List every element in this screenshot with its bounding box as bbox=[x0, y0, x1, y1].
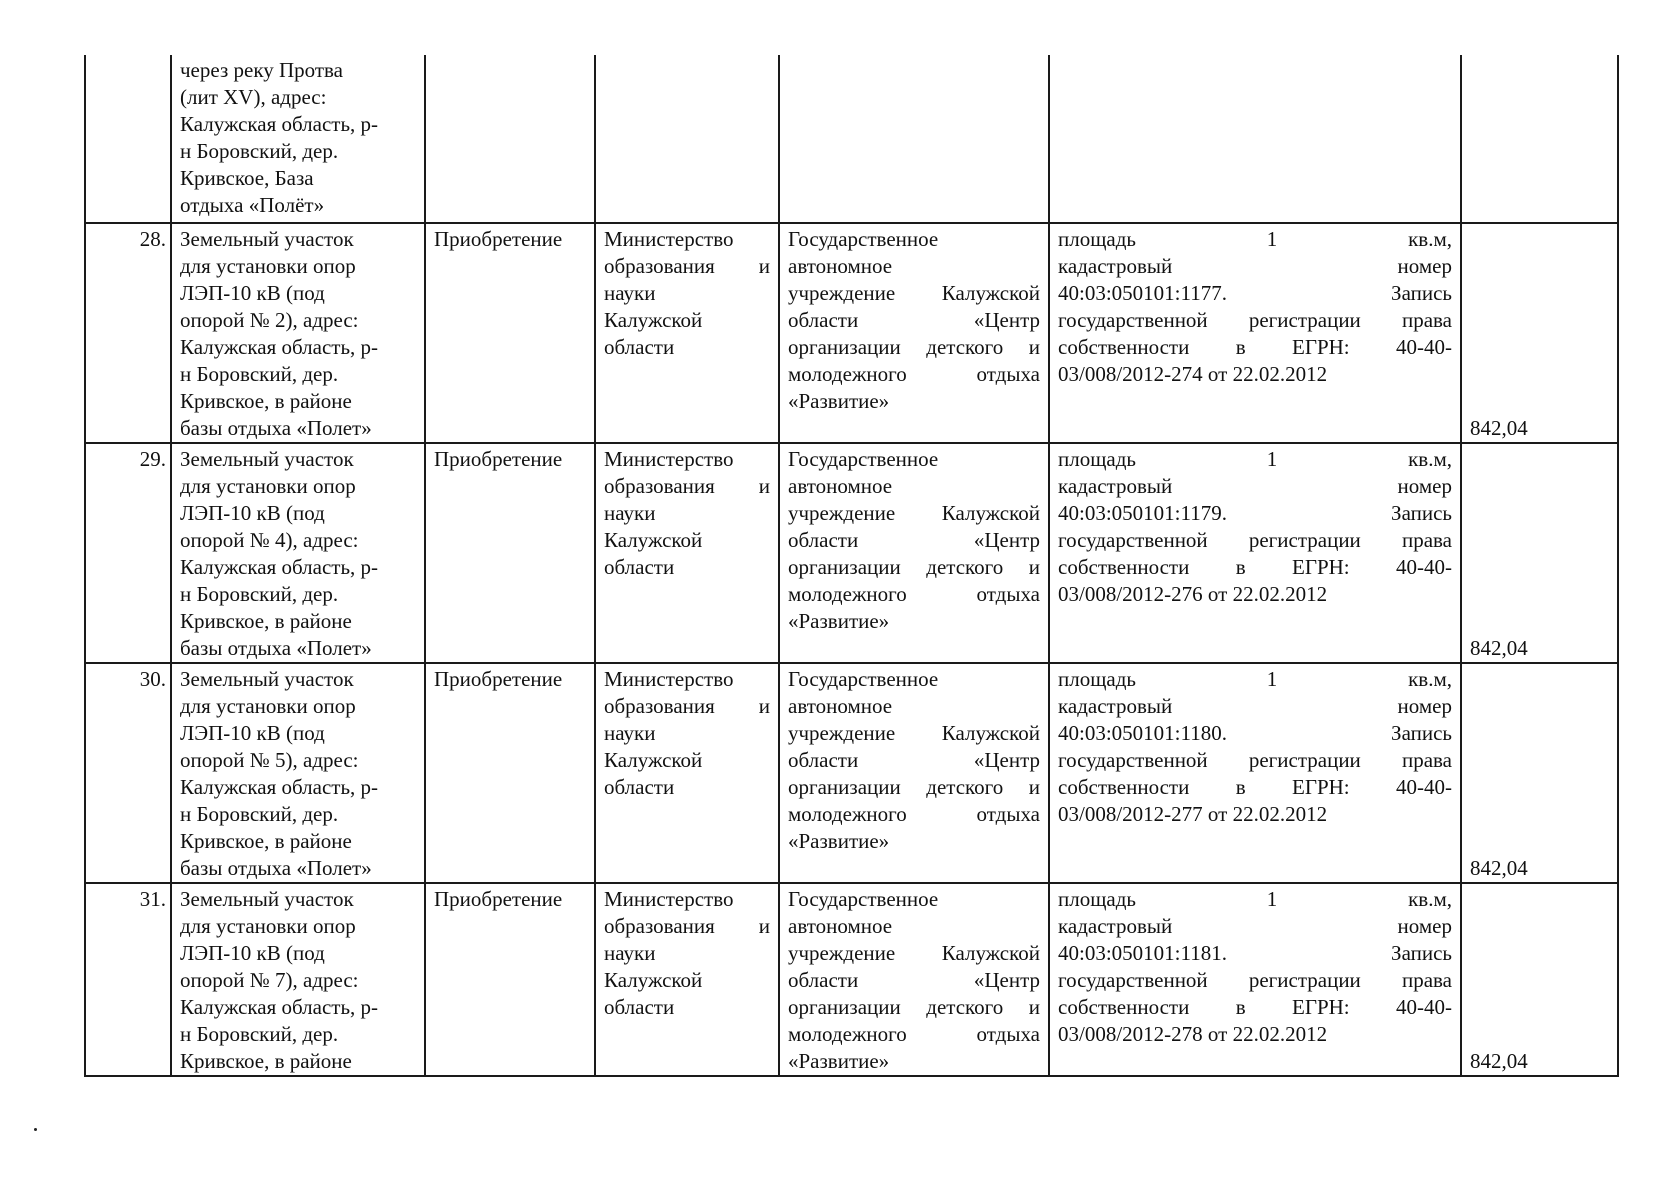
text-line: молодежного отдыха bbox=[788, 362, 1040, 386]
text-line: Калужская область, р- bbox=[180, 335, 379, 359]
text-line: собственности в ЕГРН: 40-40- bbox=[1058, 775, 1452, 799]
text-line: через реку Протва bbox=[180, 58, 344, 82]
text-line: Калужская область, р- bbox=[180, 775, 379, 799]
text-line: автономное bbox=[788, 694, 893, 718]
transferor-cell bbox=[595, 663, 779, 883]
text-line: Министерство bbox=[604, 667, 734, 691]
text-line: опорой № 5), адрес: bbox=[180, 748, 359, 772]
text-line: области bbox=[604, 775, 675, 799]
object-cell bbox=[171, 663, 425, 883]
price-cell: 842,04 bbox=[1461, 663, 1618, 883]
text-line: организации детского и bbox=[788, 995, 1040, 1019]
property-transfer-table bbox=[84, 55, 1619, 1077]
text-line: области bbox=[604, 335, 675, 359]
text-line: Министерство bbox=[604, 887, 734, 911]
text-line: области «Центр bbox=[788, 748, 1040, 772]
text-line: н Боровский, дер. bbox=[180, 582, 339, 606]
text-line: Государственное bbox=[788, 887, 939, 911]
text-line: организации детского и bbox=[788, 775, 1040, 799]
text-line: Калужской bbox=[604, 308, 703, 332]
text-line: Калужской bbox=[604, 528, 703, 552]
text-line: науки bbox=[604, 721, 656, 745]
object-cell bbox=[171, 55, 425, 223]
text-line: площадь 1 кв.м, bbox=[1058, 667, 1452, 691]
text-line: Кривское, База bbox=[180, 166, 314, 190]
text-line: ЛЭП-10 кВ (под bbox=[180, 941, 325, 965]
text-line: Земельный участок bbox=[180, 447, 354, 471]
text-line: учреждение Калужской bbox=[788, 501, 1040, 525]
price-cell bbox=[1461, 55, 1618, 223]
table-row-continuation bbox=[85, 55, 1618, 223]
text-line: государственной регистрации права bbox=[1058, 748, 1452, 772]
text-line: кадастровый номер bbox=[1058, 694, 1452, 718]
row-number-cell: 28. bbox=[85, 223, 171, 443]
recipient-cell bbox=[779, 55, 1049, 223]
text-line: Калужская область, р- bbox=[180, 112, 379, 136]
text-line: площадь 1 кв.м, bbox=[1058, 447, 1452, 471]
text-line: науки bbox=[604, 941, 656, 965]
text-line: государственной регистрации права bbox=[1058, 968, 1452, 992]
text-line: н Боровский, дер. bbox=[180, 802, 339, 826]
text-line: для установки опор bbox=[180, 914, 356, 938]
text-line: 40:03:050101:1180. Запись bbox=[1058, 721, 1452, 745]
text-line: н Боровский, дер. bbox=[180, 139, 339, 163]
text-line: Земельный участок bbox=[180, 667, 354, 691]
text-line: области «Центр bbox=[788, 308, 1040, 332]
action-cell: Приобретение bbox=[425, 223, 595, 443]
text-line: собственности в ЕГРН: 40-40- bbox=[1058, 335, 1452, 359]
text-line: Кривское, в районе bbox=[180, 389, 352, 413]
text-line: автономное bbox=[788, 254, 893, 278]
text-line: области «Центр bbox=[788, 968, 1040, 992]
text-line: кадастровый номер bbox=[1058, 254, 1452, 278]
transferor-cell bbox=[595, 443, 779, 663]
object-cell bbox=[171, 443, 425, 663]
text-line: учреждение Калужской bbox=[788, 941, 1040, 965]
text-line: базы отдыха «Полет» bbox=[180, 856, 372, 880]
text-line: базы отдыха «Полет» bbox=[180, 416, 372, 440]
text-line: отдыха «Полёт» bbox=[180, 193, 325, 217]
text-line: Министерство bbox=[604, 227, 734, 251]
recipient-cell bbox=[779, 663, 1049, 883]
page-mark bbox=[34, 1128, 37, 1131]
text-line: Калужская область, р- bbox=[180, 555, 379, 579]
action-cell: Приобретение bbox=[425, 883, 595, 1076]
text-line: Земельный участок bbox=[180, 227, 354, 251]
text-line: 03/008/2012-274 от 22.02.2012 bbox=[1058, 362, 1328, 386]
action-cell: Приобретение bbox=[425, 663, 595, 883]
text-line: науки bbox=[604, 501, 656, 525]
text-line: 03/008/2012-277 от 22.02.2012 bbox=[1058, 802, 1328, 826]
text-line: молодежного отдыха bbox=[788, 1022, 1040, 1046]
table-row bbox=[85, 223, 1618, 443]
text-line: автономное bbox=[788, 914, 893, 938]
text-line: Калужской bbox=[604, 748, 703, 772]
action-cell bbox=[425, 55, 595, 223]
text-line: ЛЭП-10 кВ (под bbox=[180, 721, 325, 745]
text-line: 40:03:050101:1179. Запись bbox=[1058, 501, 1452, 525]
text-line: образования и bbox=[604, 254, 770, 278]
text-line: для установки опор bbox=[180, 474, 356, 498]
text-line: области «Центр bbox=[788, 528, 1040, 552]
details-cell bbox=[1049, 55, 1461, 223]
text-line: «Развитие» bbox=[788, 1049, 890, 1073]
action-cell: Приобретение bbox=[425, 443, 595, 663]
text-line: площадь 1 кв.м, bbox=[1058, 227, 1452, 251]
text-line: н Боровский, дер. bbox=[180, 362, 339, 386]
text-line: собственности в ЕГРН: 40-40- bbox=[1058, 995, 1452, 1019]
text-line: Министерство bbox=[604, 447, 734, 471]
text-line: для установки опор bbox=[180, 694, 356, 718]
text-line: Калужской bbox=[604, 968, 703, 992]
text-line: учреждение Калужской bbox=[788, 721, 1040, 745]
row-number-cell: 30. bbox=[85, 663, 171, 883]
details-cell bbox=[1049, 663, 1461, 883]
text-line: государственной регистрации права bbox=[1058, 308, 1452, 332]
text-line: для установки опор bbox=[180, 254, 356, 278]
text-line: ЛЭП-10 кВ (под bbox=[180, 281, 325, 305]
row-number-cell bbox=[85, 55, 171, 223]
text-line: области bbox=[604, 555, 675, 579]
text-line: н Боровский, дер. bbox=[180, 1022, 339, 1046]
text-line: 03/008/2012-276 от 22.02.2012 bbox=[1058, 582, 1328, 606]
text-line: собственности в ЕГРН: 40-40- bbox=[1058, 555, 1452, 579]
text-line: автономное bbox=[788, 474, 893, 498]
transferor-cell bbox=[595, 55, 779, 223]
text-line: Государственное bbox=[788, 447, 939, 471]
text-line: организации детского и bbox=[788, 335, 1040, 359]
text-line: Государственное bbox=[788, 667, 939, 691]
text-line: кадастровый номер bbox=[1058, 474, 1452, 498]
text-line: «Развитие» bbox=[788, 389, 890, 413]
text-line: Кривское, в районе bbox=[180, 1049, 352, 1073]
text-line: образования и bbox=[604, 914, 770, 938]
price-cell: 842,04 bbox=[1461, 443, 1618, 663]
text-line: кадастровый номер bbox=[1058, 914, 1452, 938]
recipient-cell bbox=[779, 443, 1049, 663]
table-row bbox=[85, 443, 1618, 663]
text-line: Калужская область, р- bbox=[180, 995, 379, 1019]
details-cell bbox=[1049, 223, 1461, 443]
details-cell bbox=[1049, 443, 1461, 663]
text-line: Государственное bbox=[788, 227, 939, 251]
row-number-cell: 31. bbox=[85, 883, 171, 1076]
text-line: образования и bbox=[604, 474, 770, 498]
text-line: опорой № 4), адрес: bbox=[180, 528, 359, 552]
text-line: площадь 1 кв.м, bbox=[1058, 887, 1452, 911]
price-cell: 842,04 bbox=[1461, 883, 1618, 1076]
recipient-cell bbox=[779, 223, 1049, 443]
text-line: 40:03:050101:1177. Запись bbox=[1058, 281, 1452, 305]
text-line: базы отдыха «Полет» bbox=[180, 636, 372, 660]
transferor-cell bbox=[595, 883, 779, 1076]
text-line: государственной регистрации права bbox=[1058, 528, 1452, 552]
text-line: Кривское, в районе bbox=[180, 609, 352, 633]
text-line: (лит XV), адрес: bbox=[180, 85, 327, 109]
object-cell bbox=[171, 223, 425, 443]
recipient-cell bbox=[779, 883, 1049, 1076]
details-cell bbox=[1049, 883, 1461, 1076]
text-line: 03/008/2012-278 от 22.02.2012 bbox=[1058, 1022, 1328, 1046]
text-line: образования и bbox=[604, 694, 770, 718]
text-line: области bbox=[604, 995, 675, 1019]
text-line: 40:03:050101:1181. Запись bbox=[1058, 941, 1452, 965]
text-line: Кривское, в районе bbox=[180, 829, 352, 853]
table-row bbox=[85, 883, 1618, 1076]
text-line: опорой № 7), адрес: bbox=[180, 968, 359, 992]
text-line: Земельный участок bbox=[180, 887, 354, 911]
price-cell: 842,04 bbox=[1461, 223, 1618, 443]
text-line: организации детского и bbox=[788, 555, 1040, 579]
text-line: «Развитие» bbox=[788, 609, 890, 633]
text-line: молодежного отдыха bbox=[788, 802, 1040, 826]
object-cell bbox=[171, 883, 425, 1076]
table-row bbox=[85, 663, 1618, 883]
row-number-cell: 29. bbox=[85, 443, 171, 663]
text-line: опорой № 2), адрес: bbox=[180, 308, 359, 332]
text-line: ЛЭП-10 кВ (под bbox=[180, 501, 325, 525]
text-line: науки bbox=[604, 281, 656, 305]
text-line: молодежного отдыха bbox=[788, 582, 1040, 606]
text-line: учреждение Калужской bbox=[788, 281, 1040, 305]
text-line: «Развитие» bbox=[788, 829, 890, 853]
transferor-cell bbox=[595, 223, 779, 443]
